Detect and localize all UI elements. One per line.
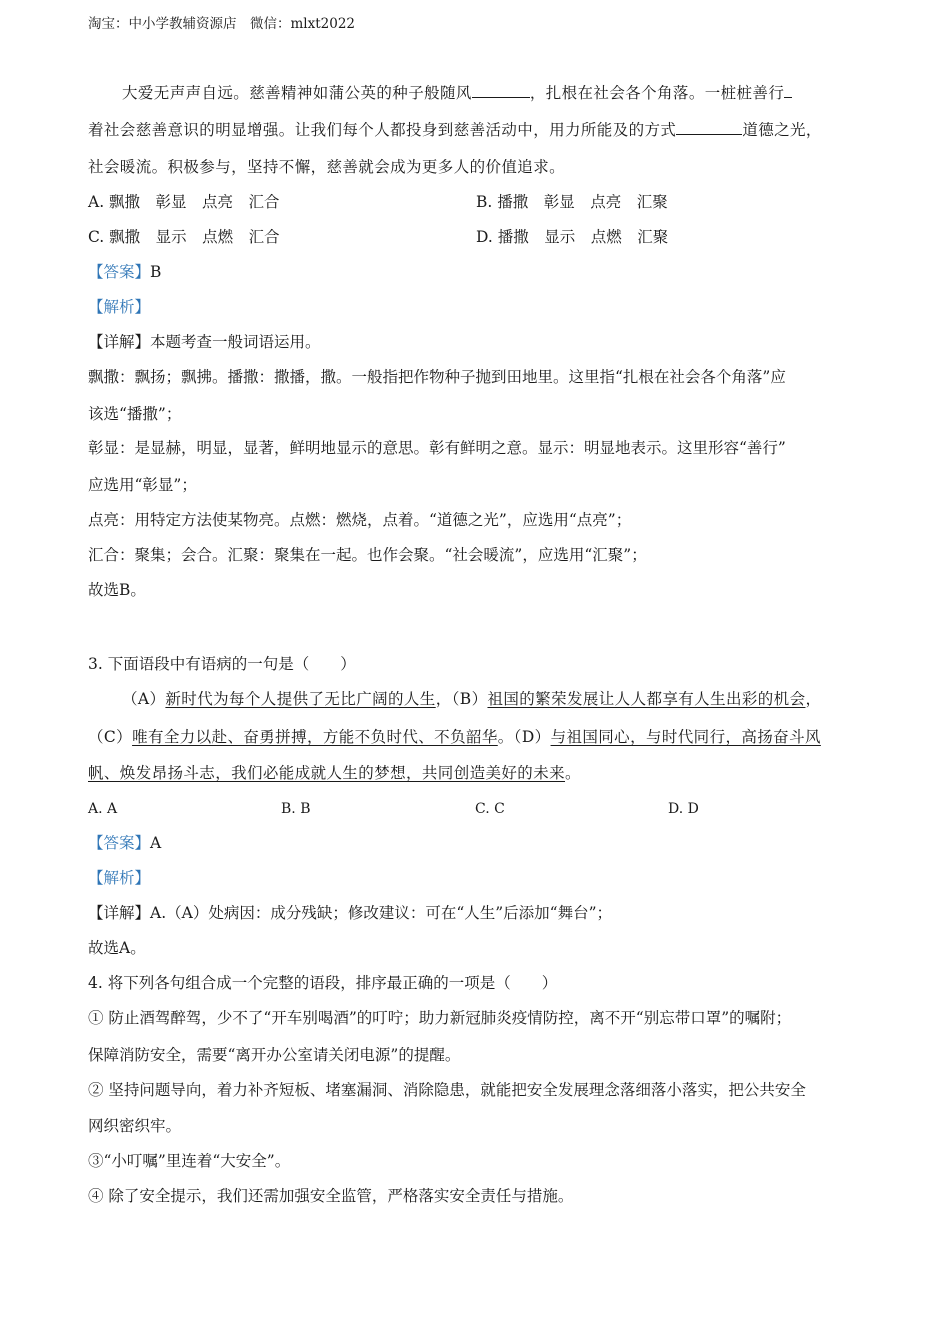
q2-option-b: B. 播撒 彰显 点亮 汇聚 xyxy=(476,193,668,211)
answer-value: A xyxy=(150,834,162,852)
sentence-b: 祖国的繁荣发展让人人都享有人生出彩的机会 xyxy=(487,690,806,708)
detail-tag: 【详解】 xyxy=(88,904,151,922)
punct: 。 xyxy=(565,764,581,782)
fill-blank-2 xyxy=(784,83,792,98)
answer-tag: 【答案】 xyxy=(88,834,151,852)
sentence-c: 唯有全力以赴、奋勇拼搏，方能不负时代、不负韶华 xyxy=(132,728,498,746)
q3-option-d: D. D xyxy=(668,801,699,817)
q2-passage-line-1 xyxy=(122,83,792,103)
sentence-b-tag: （B） xyxy=(451,690,488,708)
q3-option-c: C. C xyxy=(475,801,505,817)
q3-conclusion: 故选A。 xyxy=(88,939,146,957)
sentence-d-part-2: 帆、焕发昂扬斗志，我们必能成就人生的梦想，共同创造美好的未来 xyxy=(88,764,566,782)
detail-tag: 【详解】 xyxy=(88,333,151,351)
q2-option-c: C. 飘撒 显示 点燃 汇合 xyxy=(88,228,280,246)
sentence-c-tag: （C） xyxy=(88,728,133,746)
fill-blank-3 xyxy=(676,120,742,135)
punct: ， xyxy=(435,690,452,708)
q4-sentence-3: ③“小叮嘱”里连着“大安全”。 xyxy=(88,1152,291,1170)
q2-explanation-2-line-2: 应选用“彰显”； xyxy=(88,476,197,494)
answer-value: B xyxy=(150,263,162,281)
q2-passage-text: ，扎根在社会各个角落。一桩桩善行 xyxy=(529,84,785,102)
q2-passage-text: 着社会慈善意识的明显增强。让我们每个人都投身到慈善活动中，用力所能及的方式 xyxy=(88,121,677,139)
q3-option-a: A. A xyxy=(88,801,118,817)
q4-sentence-2-line-1: ② 坚持问题导向，着力补齐短板、堵塞漏洞、消除隐患，就能把安全发展理念落细落小落实，把公共安全 xyxy=(88,1081,806,1099)
q3-passage-line-3 xyxy=(88,763,581,783)
q4-sentence-4: ④ 除了安全提示，我们还需加强安全监管，严格落实安全责任与措施。 xyxy=(88,1187,574,1205)
q2-option-a: A. 飘撒 彰显 点亮 汇合 xyxy=(88,193,280,211)
sentence-d-tag: （D） xyxy=(513,728,551,746)
answer-tag: 【答案】 xyxy=(88,263,151,281)
q2-explanation-3: 点亮：用特定方法使某物亮。点燃：燃烧，点着。“道德之光”，应选用“点亮”； xyxy=(88,511,632,529)
q2-analysis-tag: 【解析】 xyxy=(88,298,151,316)
q3-analysis-tag: 【解析】 xyxy=(88,869,151,887)
q3-stem: 3. 下面语段中有语病的一句是（ ） xyxy=(88,655,356,673)
q3-passage-line-1 xyxy=(122,689,821,709)
sentence-a: 新时代为每个人提供了无比广阔的人生 xyxy=(165,690,436,708)
page-header: 淘宝：中小学教辅资源店 微信：mlxt2022 xyxy=(88,16,356,32)
q2-conclusion: 故选B。 xyxy=(88,581,146,599)
detail-text: 本题考查一般词语运用。 xyxy=(150,333,321,351)
sentence-a-tag: （A） xyxy=(122,690,166,708)
punct: ， xyxy=(805,690,822,708)
q3-option-b: B. B xyxy=(281,801,311,817)
q2-passage-line-2 xyxy=(88,120,822,140)
q2-passage-line-3: 社会暖流。积极参与，坚持不懈，慈善就会成为更多人的价值追求。 xyxy=(88,158,566,176)
q4-sentence-1-line-2: 保障消防安全，需要“离开办公室请关闭电源”的提醒。 xyxy=(88,1046,461,1064)
q2-explanation-2-line-1: 彰显：是显赫，明显，显著，鲜明地显示的意思。彰有鲜明之意。显示：明显地表示。这里形容“善行” xyxy=(88,439,786,457)
punct: 。 xyxy=(497,728,514,746)
q3-detail-line xyxy=(88,903,612,923)
q2-passage-text: 道德之光， xyxy=(742,121,822,139)
q2-explanation-1-line-2: 该选“播撒”； xyxy=(88,405,182,423)
q2-answer-line xyxy=(88,262,161,282)
q2-passage-text: 大爱无声声自远。慈善精神如蒲公英的种子般随风 xyxy=(122,84,472,102)
sentence-d-part-1: 与祖国同心，与时代同行，高扬奋斗风 xyxy=(550,728,821,746)
q2-explanation-4: 汇合：聚集；会合。汇聚：聚集在一起。也作会聚。“社会暖流”，应选用“汇聚”； xyxy=(88,546,647,564)
q2-detail-line xyxy=(88,332,321,352)
q4-stem: 4. 将下列各句组合成一个完整的语段，排序最正确的一项是（ ） xyxy=(88,974,558,992)
fill-blank-1 xyxy=(472,83,530,98)
q2-option-d: D. 播撒 显示 点燃 汇聚 xyxy=(476,228,669,246)
q4-sentence-1-line-1: ① 防止酒驾醉驾，少不了“开车别喝酒”的叮咛；助力新冠肺炎疫情防控，离不开“别忘带口罩”的嘱附； xyxy=(88,1009,792,1027)
detail-text: A.（A）处病因：成分残缺；修改建议：可在“人生”后添加“舞台”； xyxy=(150,904,613,922)
q4-sentence-2-line-2: 网织密织牢。 xyxy=(88,1117,182,1135)
q3-answer-line xyxy=(88,833,161,853)
q2-explanation-1-line-1: 飘撒：飘扬；飘拂。播撒：撒播，撒。一般指把作物种子抛到田地里。这里指“扎根在社会各个角落”应 xyxy=(88,368,786,386)
q3-passage-line-2 xyxy=(88,727,821,747)
